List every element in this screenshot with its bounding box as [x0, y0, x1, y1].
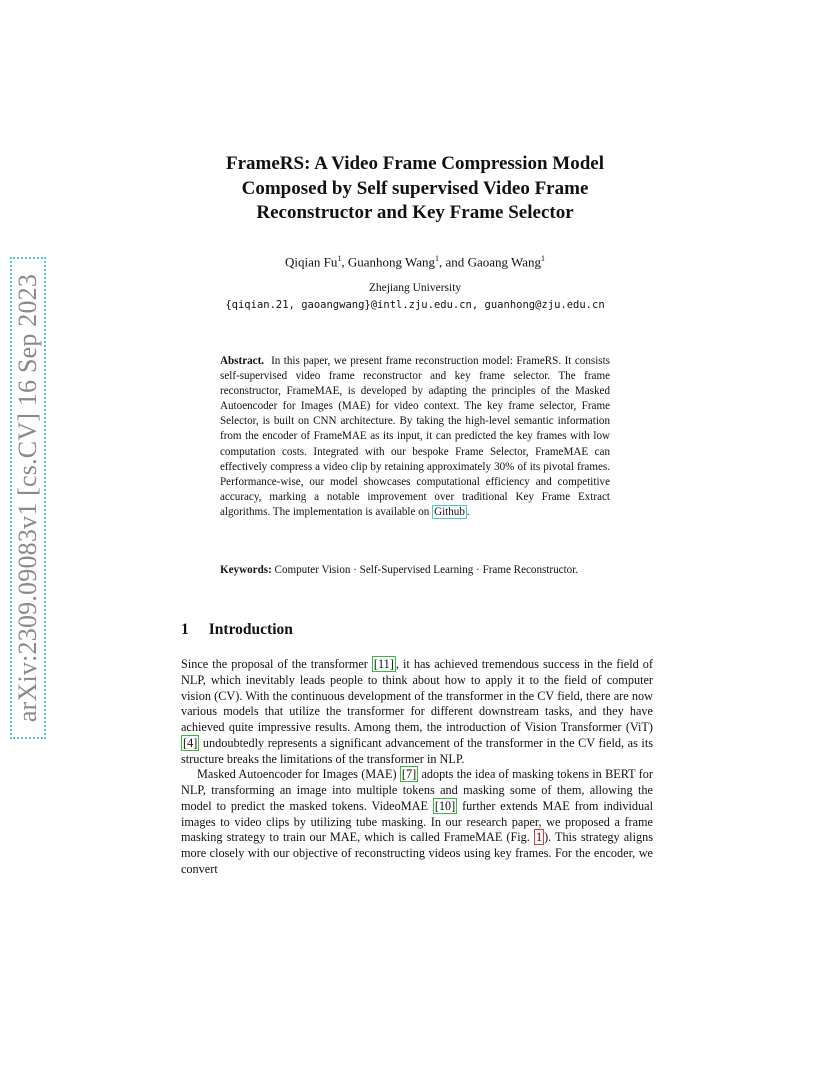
citation-link[interactable]: [11] [373, 657, 394, 671]
paragraph-text: further extends MAE from individual images to video clips by utilizing tube masking. In our research paper, we proposed a frame masking strategy to train our MAE, which is called FrameMAE (Fig. [181, 798, 653, 845]
author-separator: , and [439, 254, 468, 270]
author-separator: , [341, 254, 348, 270]
paragraph-text: Since the proposal of the transformer [181, 657, 372, 671]
author-name: Guanhong Wang [347, 254, 436, 270]
affiliation-mark: 1 [541, 254, 546, 263]
abstract-end: . [466, 505, 470, 518]
arxiv-id-stamp[interactable] [10, 257, 46, 739]
citation-link[interactable]: [7] [401, 767, 417, 782]
citation-link[interactable]: [10] [434, 798, 456, 813]
section-heading [181, 621, 293, 639]
paper-title [150, 152, 680, 226]
intro-body [181, 657, 653, 878]
affiliation-mark: 1 [337, 254, 342, 263]
author-name: Qiqian Fu [284, 254, 338, 270]
author-emails: {qiqian.21, gaoangwang}@intl.zju.edu.cn, guanhong@zju.edu.cn [225, 299, 605, 311]
author-list [150, 254, 680, 270]
github-link[interactable]: Github [434, 505, 465, 518]
paragraph-text: undoubtedly represents a significant advancement of the transformer in the CV field, as its structure breaks the limitations of the transformer in NLP. [181, 735, 653, 766]
figure-ref-link[interactable]: 1 [535, 830, 543, 845]
author-name: Gaoang Wang [467, 254, 542, 270]
section-title: Introduction [208, 621, 293, 638]
arxiv-id-text: arXiv:2309.09083v1 [cs.CV] 16 Sep 2023 [13, 273, 42, 723]
keywords-label: Keywords: [220, 564, 272, 576]
abstract [220, 354, 610, 520]
paragraph [181, 767, 653, 877]
affiliation-mark: 1 [435, 254, 440, 263]
keywords-text: Computer Vision · Self-Supervised Learning · Frame Reconstructor. [274, 564, 579, 576]
paragraph-text: , it has achieved tremendous success in the field of NLP, which inevitably leads people to think about how to apply it to the field of computer vision (CV). With the continuous development of the transformer in the CV field, there are now various models that utilize the transformer for different downstream tasks, and they have achieved quite impressive results. Among them, the introduction of Vision Transformer (ViT) [181, 657, 654, 734]
title-line: FrameRS: A Video Frame Compression Model [225, 153, 605, 174]
paragraph-text: adopts the idea of masking tokens in BERT for NLP, transforming an image into multiple tokens and masking some of them, allowing the model to predict the masked tokens. VideoMAE [181, 767, 653, 813]
affiliation: Zhejiang University [368, 282, 462, 294]
keywords [220, 563, 610, 578]
section-number: 1 [181, 621, 189, 638]
paragraph-text: ). This strategy aligns more closely with our objective of reconstructing videos using key frames. For the encoder, we convert [181, 830, 653, 876]
title-line: Composed by Self supervised Video Frame [241, 177, 589, 199]
citation-link[interactable]: [4] [183, 735, 198, 750]
abstract-label: Abstract. [220, 355, 265, 367]
paragraph [181, 657, 653, 767]
paragraph-text: Masked Autoencoder for Images (MAE) [197, 767, 400, 782]
title-line: Reconstructor and Key Frame Selector [256, 202, 574, 223]
abstract-text: In this paper, we present frame reconstruction model: FrameRS. It consists self-supervised video frame reconstructor and key frame selector. The frame reconstructor, FrameMAE, is developed by adapting the principles of the Masked Autoencoder for Images (MAE) for video context. The key frame selector, Frame Selector, is built on CNN architecture. By taking the high-level semantic information from the encoder of FrameMAE as its input, it can predicted the key frames with low computation costs. Integrated with our bespoke Frame Selector, FrameMAE can effectively compress a video clip by retaining approximately 30% of its pivotal frames. Performance-wise, our model showcases computational efficiency and competitive accuracy, marking a notable improvement over traditional Key Frame Extract algorithms. The implementation is available on [220, 355, 610, 518]
